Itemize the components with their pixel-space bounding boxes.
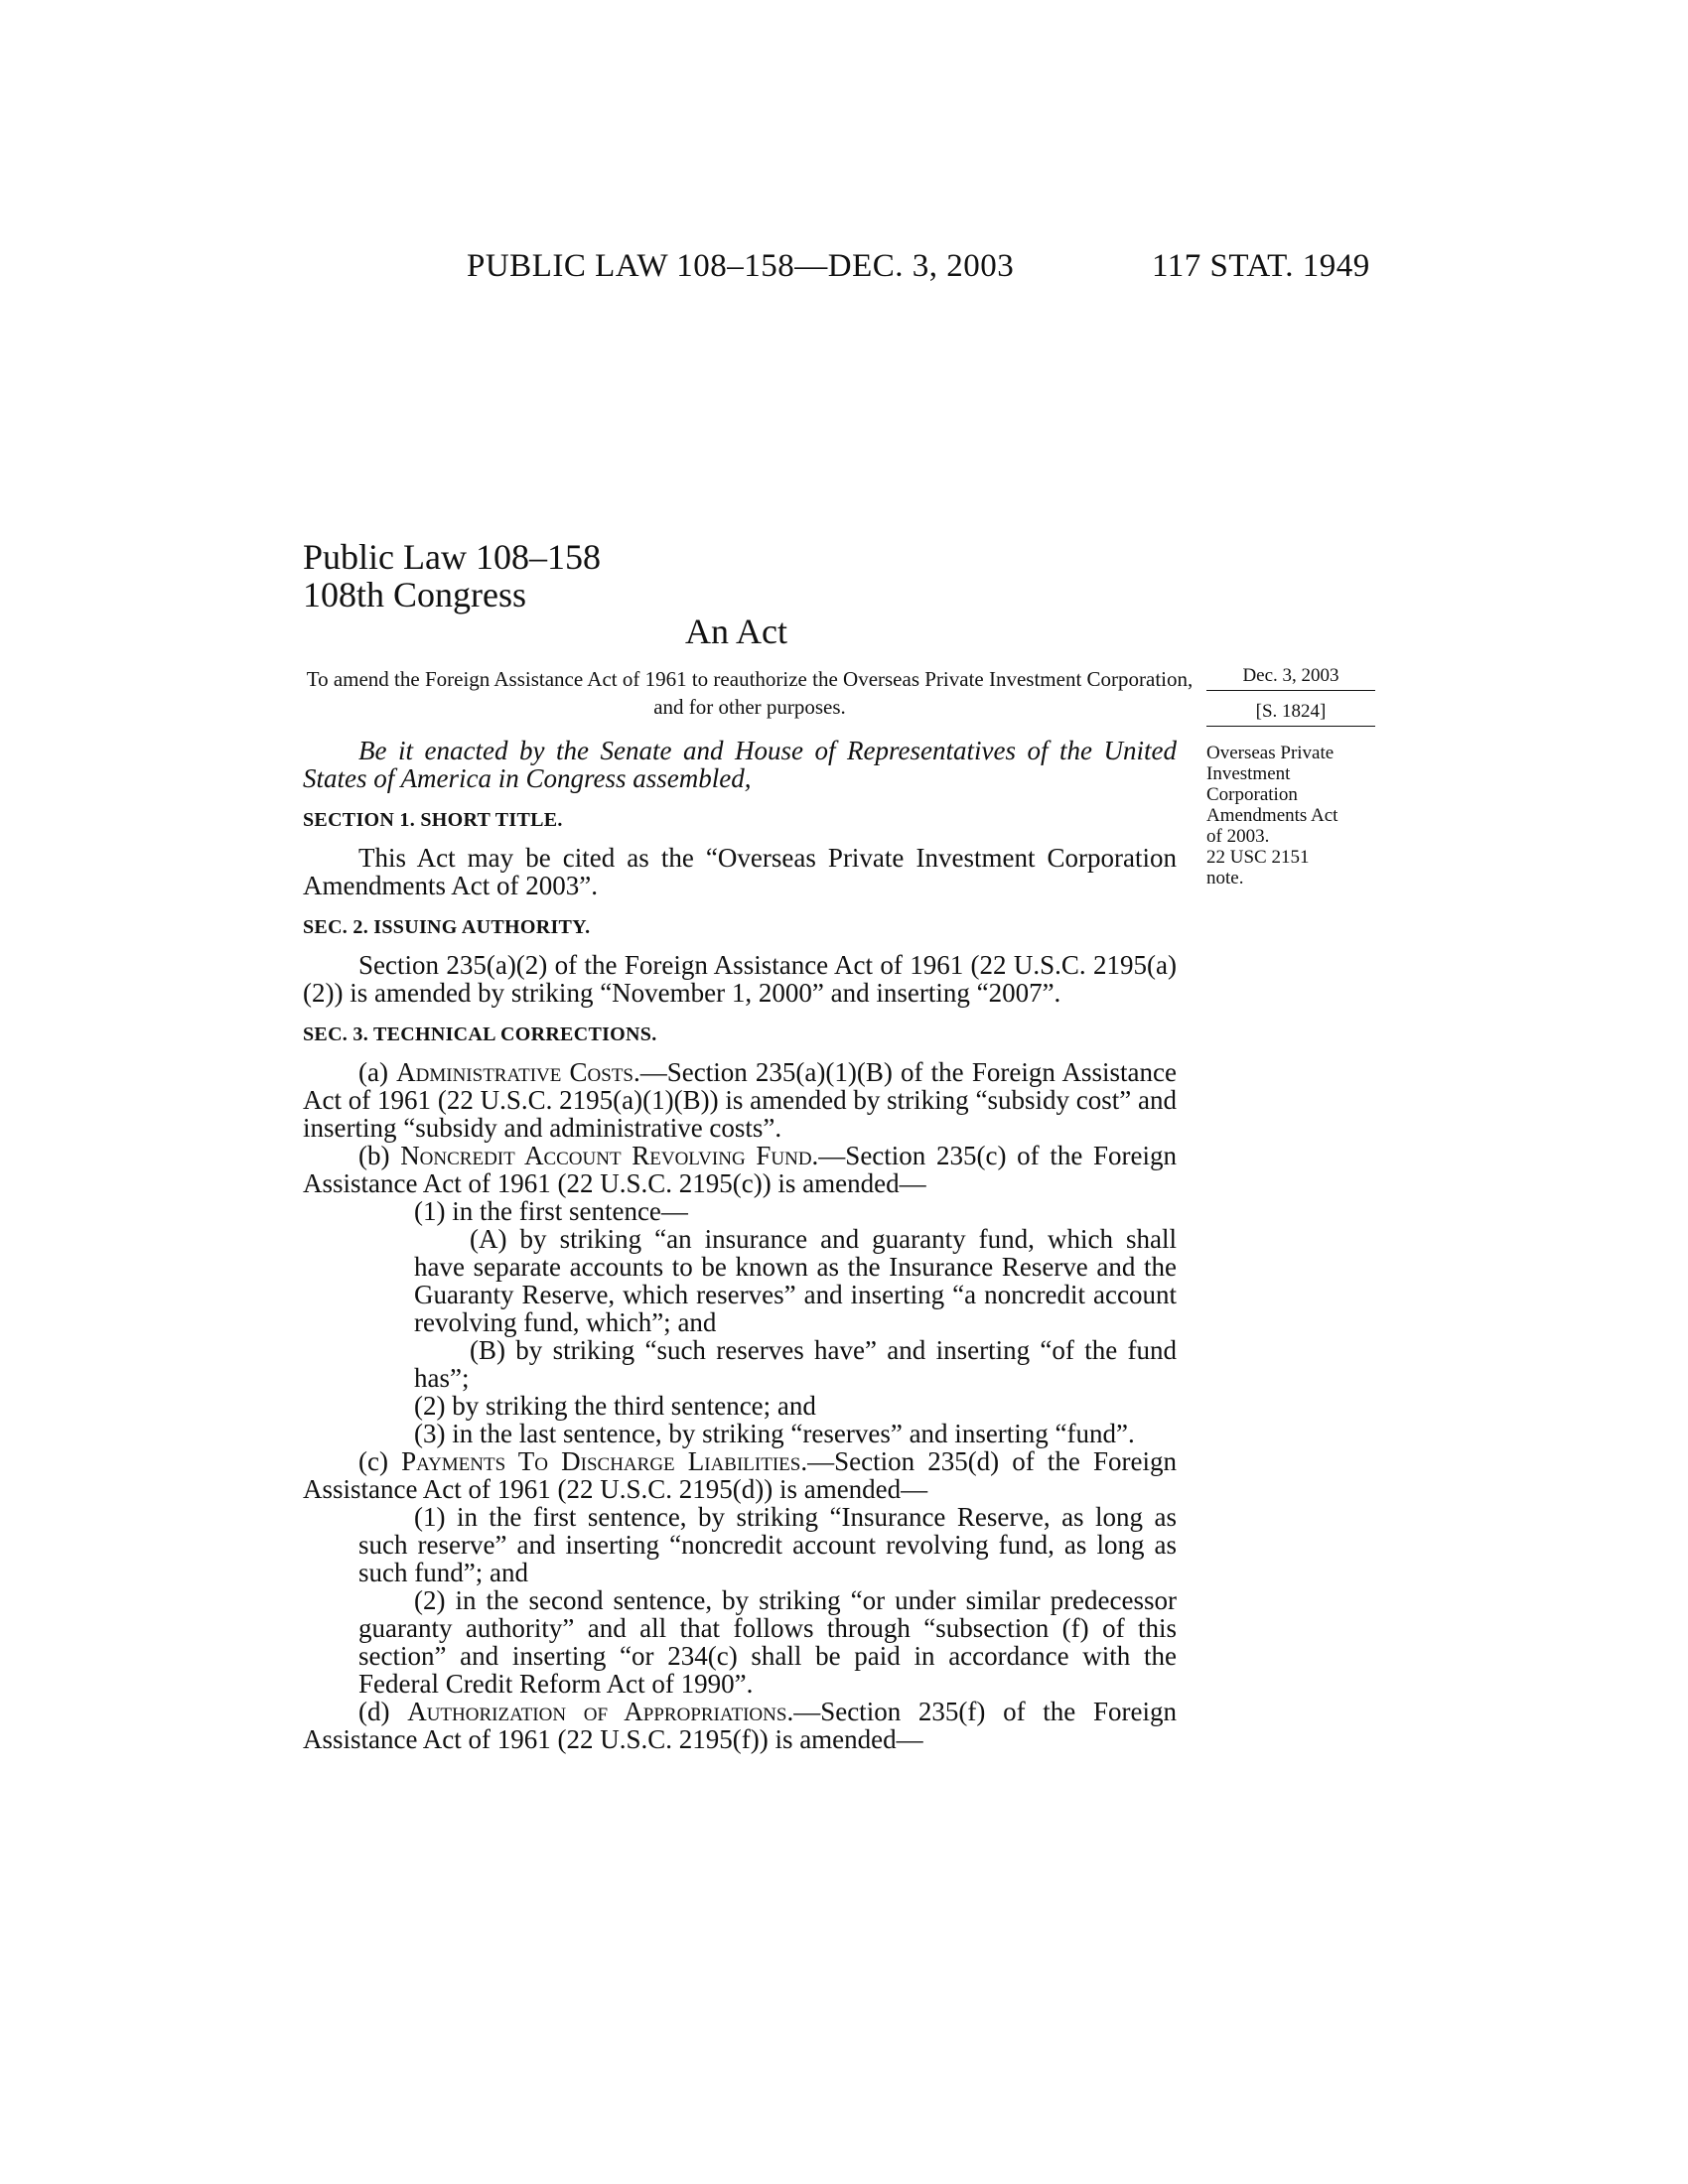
subsection-c: (c) Payments To Discharge Liabilities.—Section 235(d) of the Foreign Assistance Act of 1961 (22 U.S.C. 2195(d)) is amended— [303, 1446, 1177, 1504]
subsection-a-caption: Administrative Costs. [396, 1057, 640, 1087]
section-2-heading: SEC. 2. ISSUING AUTHORITY. [303, 916, 591, 938]
act-body [303, 737, 1177, 1753]
margin-note-line: Investment [1206, 763, 1291, 784]
section-1-heading: SECTION 1. SHORT TITLE. [303, 809, 563, 831]
section-3-heading: SEC. 3. TECHNICAL CORRECTIONS. [303, 1024, 657, 1045]
law-number: Public Law 108–158 [303, 537, 601, 577]
subparagraph-b1B: (B) by striking “such reserves have” and inserting “of the fund has”; [414, 1335, 1177, 1393]
margin-bill-number: [S. 1824] [1206, 701, 1375, 727]
margin-note-line: note. [1206, 868, 1244, 888]
subsection-b-text: —Section 235(c) of the Foreign Assistance Act of 1961 (22 U.S.C. 2195(c)) is amended— [303, 1141, 1178, 1198]
subsection-c-caption: Payments To Discharge Liabilities. [401, 1446, 808, 1476]
paragraph-b2: (2) by striking the third sentence; and [414, 1391, 816, 1421]
section-1-text: This Act may be cited as the “Overseas Private Investment Corporation Amendments Act of 2003”. [303, 843, 1177, 900]
paragraph-b1: (1) in the first sentence— [414, 1196, 688, 1226]
act-purpose: To amend the Foreign Assistance Act of 1961 to reauthorize the Overseas Private Investment Corporation, and for other purposes. [306, 667, 1194, 719]
paragraph-c2: (2) in the second sentence, by striking “or under similar predecessor guaranty authority” and all that follows through “subsection (f) of this section” and inserting “or 234(c) shall be paid in accordance with the Federal Credit Reform Act of 1990”. [358, 1585, 1177, 1699]
margin-date: Dec. 3, 2003 [1206, 665, 1375, 691]
congress-label: 108th Congress [303, 575, 526, 614]
margin-note-line: 22 USC 2151 [1206, 847, 1310, 868]
paragraph-c1: (1) in the first sentence, by striking “Insurance Reserve, as long as such reserve” and inserting “noncredit account revolving fund, as long as such fund”; and [358, 1502, 1177, 1587]
margin-note-line: Amendments Act [1206, 805, 1338, 826]
subparagraph-b1A: (A) by striking “an insurance and guaranty fund, which shall have separate accounts to be known as the Insurance Reserve and the Guaranty Reserve, which reserves” and inserting “a noncredit account revolving fund, which”; and [414, 1224, 1177, 1337]
margin-note-line: of 2003. [1206, 826, 1270, 847]
subsection-d: (d) Authorization of Appropriations.—Section 235(f) of the Foreign Assistance Act of 1961 (22 U.S.C. 2195(f)) is amended— [303, 1697, 1177, 1754]
margin-note-line: Corporation [1206, 784, 1298, 805]
margin-notes [1206, 743, 1385, 888]
subsection-a-text: —Section 235(a)(1)(B) of the Foreign Assistance Act of 1961 (22 U.S.C. 2195(a)(1)(B)) is amended by striking “subsidy cost” and inserting “subsidy and administrative costs”. [303, 1057, 1177, 1143]
subsection-c-text: —Section 235(d) of the Foreign Assistance Act of 1961 (22 U.S.C. 2195(d)) is amended— [303, 1446, 1177, 1504]
subsection-a: (a) Administrative Costs.—Section 235(a)(1)(B) of the Foreign Assistance Act of 1961 (22 U.S.C. 2195(a)(1)(B)) is amended by striking “subsidy cost” and inserting “subsidy and administrative costs”. [303, 1057, 1177, 1143]
subsection-d-caption: Authorization of Appropriations. [407, 1697, 794, 1726]
subsection-d-text: —Section 235(f) of the Foreign Assistance Act of 1961 (22 U.S.C. 2195(f)) is amended— [303, 1697, 1177, 1754]
enacting-clause: Be it enacted by the Senate and House of Representatives of the United States of America in Congress assembled, [303, 736, 1177, 793]
running-head-page-ref: 117 STAT. 1949 [1152, 248, 1370, 284]
act-heading: An Act [685, 612, 787, 651]
margin-note-line: Overseas Private [1206, 743, 1335, 763]
subsection-b-caption: Noncredit Account Revolving Fund. [400, 1141, 819, 1170]
running-head-left: PUBLIC LAW 108–158—DEC. 3, 2003 [467, 248, 1015, 284]
paragraph-b3: (3) in the last sentence, by striking “reserves” and inserting “fund”. [414, 1419, 1135, 1448]
subsection-b: (b) Noncredit Account Revolving Fund.—Section 235(c) of the Foreign Assistance Act of 1961 (22 U.S.C. 2195(c)) is amended— [303, 1141, 1178, 1198]
section-2-text: Section 235(a)(2) of the Foreign Assistance Act of 1961 (22 U.S.C. 2195(a)(2)) is amended by striking “November 1, 2000” and inserting “2007”. [303, 950, 1177, 1008]
